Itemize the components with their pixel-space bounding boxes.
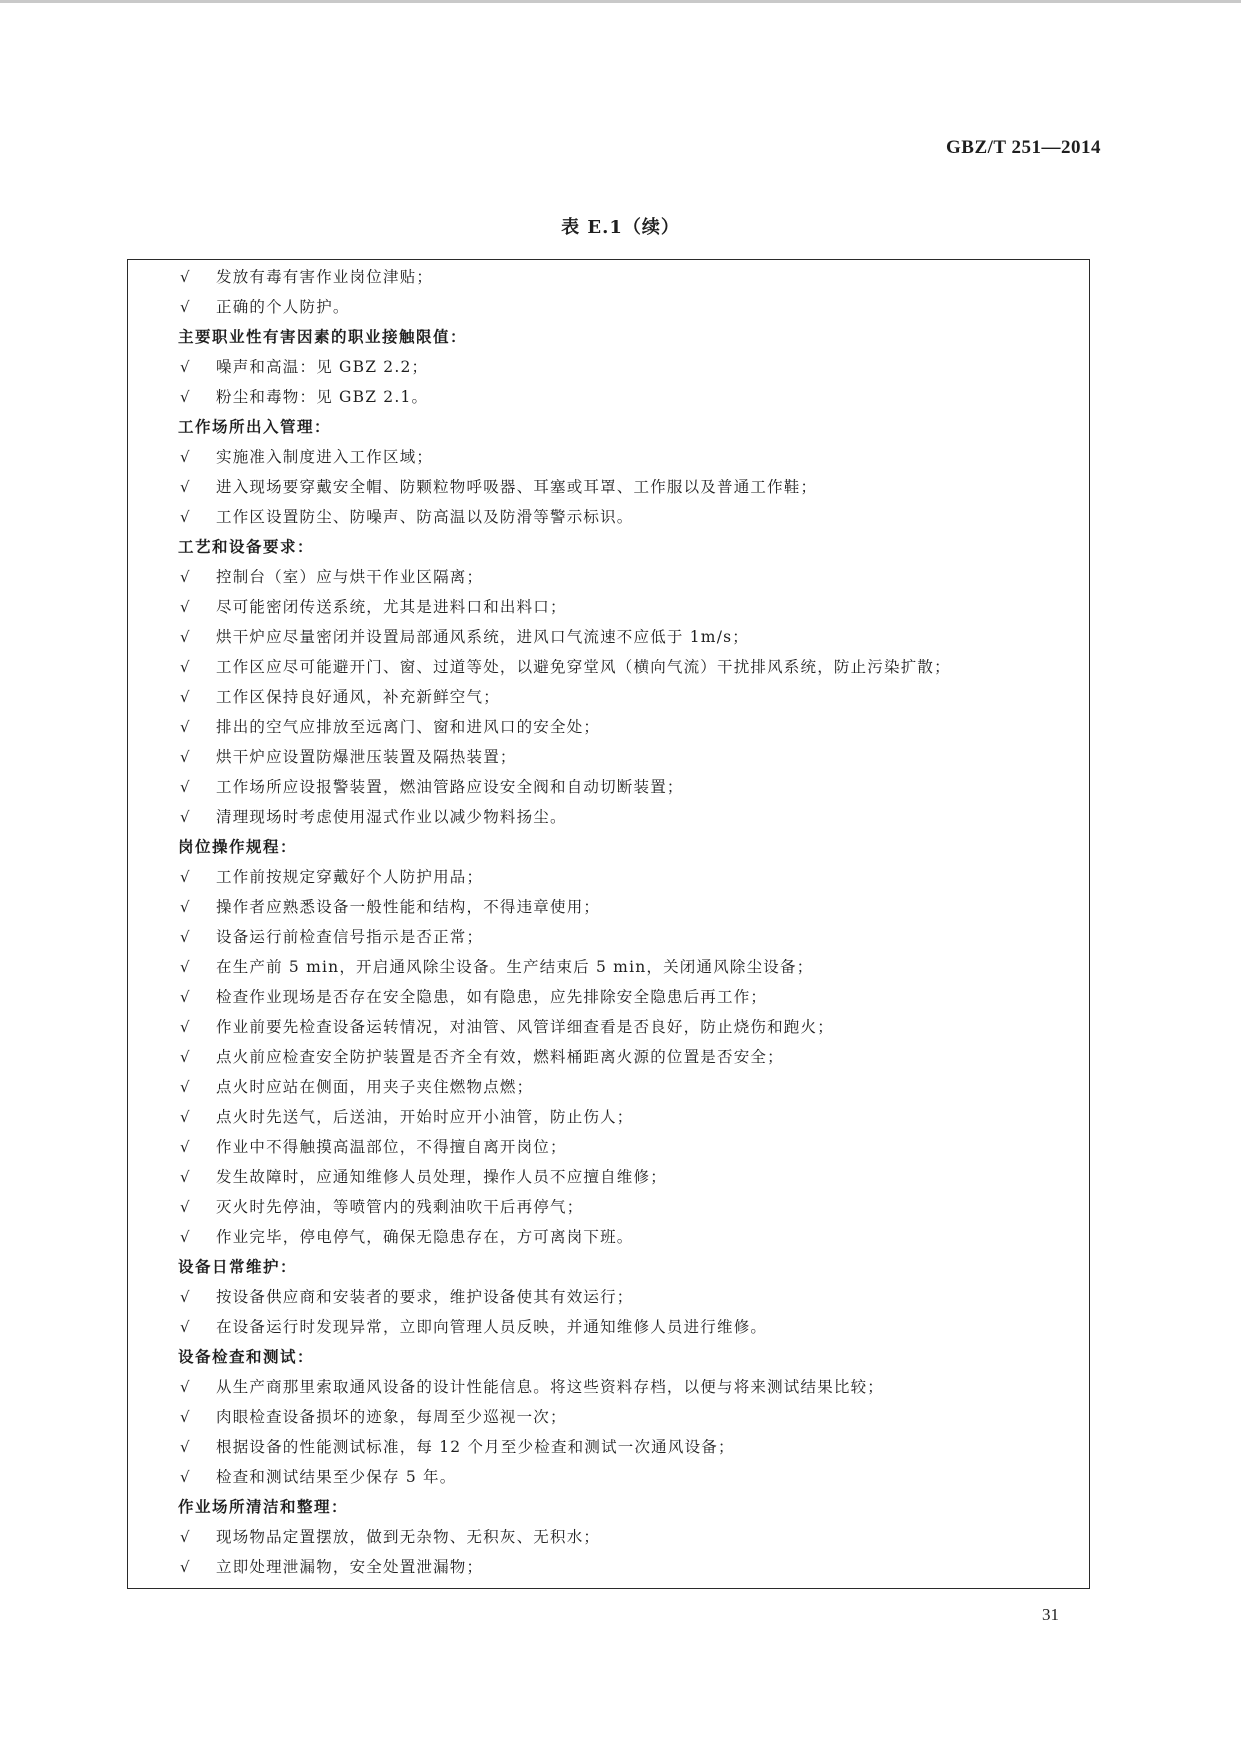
check-mark-icon: √ <box>180 988 191 1006</box>
list-item <box>178 1162 1079 1192</box>
check-mark-icon: √ <box>180 1558 191 1576</box>
list-item-text: 烘干炉应尽量密闭并设置局部通风系统，进风口气流速不应低于 1m/s； <box>216 628 749 646</box>
list-item <box>178 262 1079 292</box>
check-mark-icon: √ <box>180 1228 191 1246</box>
list-item <box>178 1222 1079 1252</box>
check-mark-icon: √ <box>180 658 191 676</box>
list-item-text: 作业完毕，停电停气，确保无隐患存在，方可离岗下班。 <box>216 1228 634 1246</box>
list-item-text: 立即处理泄漏物，安全处置泄漏物； <box>216 1558 484 1576</box>
list-item-text: 工作前按规定穿戴好个人防护用品； <box>216 868 484 886</box>
list-item-text: 清理现场时考虑使用湿式作业以减少物料扬尘。 <box>216 808 567 826</box>
list-item-text: 发生故障时，应通知维修人员处理，操作人员不应擅自维修； <box>216 1168 667 1186</box>
list-item <box>178 1552 1079 1582</box>
list-item <box>178 502 1079 532</box>
list-item-text: 排出的空气应排放至远离门、窗和进风口的安全处； <box>216 718 601 736</box>
section-heading: 工艺和设备要求： <box>178 537 315 556</box>
section-heading: 作业场所清洁和整理： <box>178 1497 349 1516</box>
list-item <box>178 802 1079 832</box>
section-heading: 主要职业性有害因素的职业接触限值： <box>178 327 468 346</box>
page-number: 31 <box>1042 1605 1059 1624</box>
list-item-text: 在设备运行时发现异常，立即向管理人员反映，并通知维修人员进行维修。 <box>216 1318 768 1336</box>
list-item <box>178 982 1079 1012</box>
check-mark-icon: √ <box>180 1018 191 1036</box>
list-item-text: 工作区设置防尘、防噪声、防高温以及防滑等警示标识。 <box>216 508 634 526</box>
list-item-text: 灭火时先停油，等喷管内的残剩油吹干后再停气； <box>216 1198 584 1216</box>
list-item <box>178 772 1079 802</box>
list-item <box>178 1432 1079 1462</box>
list-item-text: 肉眼检查设备损坏的迹象，每周至少巡视一次； <box>216 1408 567 1426</box>
check-mark-icon: √ <box>180 1438 191 1456</box>
list-item <box>178 922 1079 952</box>
check-mark-icon: √ <box>180 388 191 406</box>
list-item-text: 按设备供应商和安装者的要求，维护设备使其有效运行； <box>216 1288 634 1306</box>
list-item <box>178 862 1079 892</box>
list-item-text: 工作场所应设报警装置，燃油管路应设安全阀和自动切断装置； <box>216 778 684 796</box>
list-item <box>178 562 1079 592</box>
list-item <box>178 1462 1079 1492</box>
check-mark-icon: √ <box>180 748 191 766</box>
list-item <box>178 292 1079 322</box>
list-item <box>178 1522 1079 1552</box>
check-mark-icon: √ <box>180 1108 191 1126</box>
list-item <box>178 1282 1079 1312</box>
list-item <box>178 442 1079 472</box>
check-mark-icon: √ <box>180 568 191 586</box>
section-heading: 岗位操作规程： <box>178 837 298 856</box>
list-item-text: 点火时先送气，后送油，开始时应开小油管，防止伤人； <box>216 1108 634 1126</box>
list-item-text: 设备运行前检查信号指示是否正常； <box>216 928 484 946</box>
list-item-text: 噪声和高温：见 GBZ 2.2； <box>216 358 429 376</box>
check-mark-icon: √ <box>180 928 191 946</box>
list-item-text: 从生产商那里索取通风设备的设计性能信息。将这些资料存档，以便与将来测试结果比较； <box>216 1378 885 1396</box>
list-item <box>178 1102 1079 1132</box>
check-mark-icon: √ <box>180 1138 191 1156</box>
list-item <box>178 1312 1079 1342</box>
section-heading: 设备日常维护： <box>178 1257 298 1276</box>
table-content <box>178 262 1079 1582</box>
check-mark-icon: √ <box>180 1198 191 1216</box>
check-mark-icon: √ <box>180 808 191 826</box>
check-mark-icon: √ <box>180 358 191 376</box>
list-item-text: 作业中不得触摸高温部位，不得擅自离开岗位； <box>216 1138 567 1156</box>
list-item <box>178 742 1079 772</box>
list-item <box>178 1132 1079 1162</box>
list-item-text: 正确的个人防护。 <box>216 298 350 316</box>
list-item <box>178 952 1079 982</box>
check-mark-icon: √ <box>180 478 191 496</box>
check-mark-icon: √ <box>180 268 191 286</box>
check-mark-icon: √ <box>180 448 191 466</box>
table-frame <box>127 259 1090 1589</box>
list-item <box>178 1372 1079 1402</box>
list-item-text: 作业前要先检查设备运转情况，对油管、风管详细查看是否良好，防止烧伤和跑火； <box>216 1018 834 1036</box>
list-item-text: 现场物品定置摆放，做到无杂物、无积灰、无积水； <box>216 1528 601 1546</box>
list-item-text: 操作者应熟悉设备一般性能和结构，不得违章使用； <box>216 898 601 916</box>
check-mark-icon: √ <box>180 718 191 736</box>
standard-code: GBZ/T 251—2014 <box>946 137 1101 158</box>
list-item <box>178 382 1079 412</box>
check-mark-icon: √ <box>180 868 191 886</box>
check-mark-icon: √ <box>180 958 191 976</box>
section-heading: 工作场所出入管理： <box>178 417 332 436</box>
list-item <box>178 682 1079 712</box>
list-item <box>178 652 1079 682</box>
check-mark-icon: √ <box>180 778 191 796</box>
list-item <box>178 622 1079 652</box>
check-mark-icon: √ <box>180 1318 191 1336</box>
list-item <box>178 712 1079 742</box>
list-item-text: 进入现场要穿戴安全帽、防颗粒物呼吸器、耳塞或耳罩、工作服以及普通工作鞋； <box>216 478 818 496</box>
list-item <box>178 1012 1079 1042</box>
check-mark-icon: √ <box>180 1078 191 1096</box>
top-edge-rule <box>0 0 1241 3</box>
list-item <box>178 1402 1079 1432</box>
list-item-text: 工作区应尽可能避开门、窗、过道等处，以避免穿堂风（横向气流）干扰排风系统，防止污染扩散； <box>216 658 951 676</box>
list-item <box>178 592 1079 622</box>
list-item <box>178 1192 1079 1222</box>
list-item-text: 检查作业现场是否存在安全隐患，如有隐患，应先排除安全隐患后再工作； <box>216 988 768 1006</box>
list-item <box>178 1042 1079 1072</box>
check-mark-icon: √ <box>180 898 191 916</box>
check-mark-icon: √ <box>180 1288 191 1306</box>
check-mark-icon: √ <box>180 1468 191 1486</box>
check-mark-icon: √ <box>180 628 191 646</box>
section-heading: 设备检查和测试： <box>178 1347 315 1366</box>
check-mark-icon: √ <box>180 298 191 316</box>
check-mark-icon: √ <box>180 1378 191 1396</box>
list-item-text: 点火时应站在侧面，用夹子夹住燃物点燃； <box>216 1078 534 1096</box>
list-item-text: 检查和测试结果至少保存 5 年。 <box>216 1468 457 1486</box>
list-item <box>178 892 1079 922</box>
list-item-text: 粉尘和毒物：见 GBZ 2.1。 <box>216 388 429 406</box>
list-item-text: 工作区保持良好通风，补充新鲜空气； <box>216 688 500 706</box>
check-mark-icon: √ <box>180 1168 191 1186</box>
list-item-text: 控制台（室）应与烘干作业区隔离； <box>216 568 484 586</box>
check-mark-icon: √ <box>180 598 191 616</box>
check-mark-icon: √ <box>180 1408 191 1426</box>
list-item-text: 在生产前 5 min，开启通风除尘设备。生产结束后 5 min，关闭通风除尘设备； <box>216 958 814 976</box>
list-item-text: 根据设备的性能测试标准，每 12 个月至少检查和测试一次通风设备； <box>216 1438 735 1456</box>
check-mark-icon: √ <box>180 688 191 706</box>
list-item-text: 尽可能密闭传送系统，尤其是进料口和出料口； <box>216 598 567 616</box>
check-mark-icon: √ <box>180 508 191 526</box>
check-mark-icon: √ <box>180 1528 191 1546</box>
list-item-text: 烘干炉应设置防爆泄压装置及隔热装置； <box>216 748 517 766</box>
table-title: 表 E.1（续） <box>561 217 680 238</box>
list-item <box>178 352 1079 382</box>
list-item-text: 发放有毒有害作业岗位津贴； <box>216 268 434 286</box>
check-mark-icon: √ <box>180 1048 191 1066</box>
list-item-text: 点火前应检查安全防护装置是否齐全有效，燃料桶距离火源的位置是否安全； <box>216 1048 784 1066</box>
list-item <box>178 472 1079 502</box>
list-item <box>178 1072 1079 1102</box>
list-item-text: 实施准入制度进入工作区域； <box>216 448 434 466</box>
